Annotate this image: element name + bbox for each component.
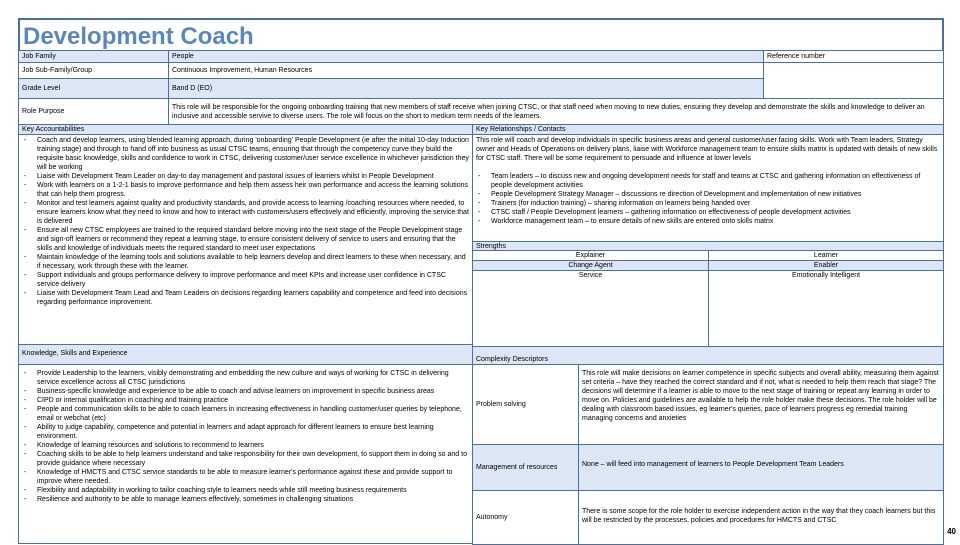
reference-number-label: Reference number [763, 50, 944, 63]
key-relationships-heading: Key Relationships / Contacts [472, 124, 944, 135]
autonomy-label: Autonomy [472, 490, 579, 545]
reference-number-value [763, 62, 944, 99]
accountability-item: - Coach and develop learners, using blended learning approach, during 'onboarding' People Development (ie after the initial 10-day Induction training stage) and through to hand off into business as usual CTSC teams, ensuring that through the competency curve they build the requisite basic knowledge, skills and confidence to work in CTSC, delivering customer/user service excellence in whichever jurisdiction they will be working [22, 136, 469, 172]
strength-enabler: Enabler [708, 260, 944, 271]
sub-family-label: Job Sub-Family/Group [18, 62, 169, 79]
accountability-item: - Support individuals and groups performance delivery to improve performance and meet KPIs and increase user confidence in CTSC service delivery [22, 271, 469, 289]
strengths-heading: Strengths [472, 241, 944, 251]
key-accountabilities-content [18, 134, 473, 345]
job-family-label: Job Family [18, 50, 169, 63]
relationship-item: - Team leaders – to discuss new and ongoing development needs for staff and teams at CTSC and gathering information on effectiveness of people development activities [476, 172, 940, 190]
sub-family-value: Continuous Improvement, Human Resources [168, 62, 764, 79]
role-purpose-value: This role will be responsible for the ongoing onboarding training that new members of staff receive when joining CTSC, or that staff need when moving to new duties, ensuring they develop and demonstrate the skills and knowledge to deliver an inclusive and accessible servive to diverse users. The role will focus on the short to medium term needs of the learners. [168, 98, 944, 125]
management-of-resources-text: None – will feed into management of learners to People Development Team Leaders [578, 444, 944, 491]
relationship-item: - Trainers (for induction training) – sharing information on learners being handed over [476, 199, 940, 208]
strength-change-agent: Change Agent [472, 260, 709, 271]
knowledge-item: - People and communication skills to be able to coach learners in increasing effectiveness in handling customer/user queries by telephone, email or webchat (etc) [22, 405, 469, 423]
page-number: 40 [947, 527, 956, 536]
accountability-item: - Work with learners on a 1-2-1 basis to improve performance and help them assess heir own performance and access the learning solutions that can help them progress. [22, 181, 469, 199]
knowledge-item: - Coaching skills to be able to help learners understand and take responsibility for their own development, to support them in doing so and to provide guidance where necessary [22, 450, 469, 468]
accountability-item: - Monitor and test learners against quality and productivity standards, and provide access to learning /coaching resources where needed, to ensure learners know what they need to know and how to interact with customers/users effectively and efficiently, improving the service that is delivered [22, 199, 469, 226]
knowledge-item: - CIPD or internal qualification in coaching and training practice [22, 396, 469, 405]
knowledge-heading: Knowledge, Skills and Experience [18, 344, 473, 365]
accountability-item: - Liaise with Development Team Lead and Team Leaders on decisions regarding learners capability and competence and feed into decisions regarding performance improvement. [22, 289, 469, 307]
relationship-item: - Workforce management team – to ensure details of new skills are entered onto skills matrix [476, 217, 940, 226]
strength-emotionally-intelligent: Emotionally Intelligent [708, 270, 944, 347]
key-relationships-intro: This role will coach and develop individuals in specific business areas and general customer/user facing skills. Work with Team leaders, Strategy owner and Heads of Operations on delivery plans, liaise with Workforce management team to ensure skills matrix is updated with details of new skills for CTSC staff. There will be some requirement to persuade and influence at lower levels [476, 137, 938, 162]
grade-label: Grade Level [18, 78, 169, 99]
knowledge-item: - Knowledge of learning resources and solutions to recommend to learners [22, 441, 469, 450]
accountability-item: - Ensure all new CTSC employees are trained to the required standard before moving into the next stage of the People Development stage and sign-off learners or recommend they repeat a learning stage, to ensure consistent delivery of service to users and ensuring that the skills and knowledge of individuals meets the required standard to meet user expectations [22, 226, 469, 253]
knowledge-item: - Ability to judge capability, competence and potential in learners and adapt approach for different learners to ensure best learning environment. [22, 423, 469, 441]
grade-value: Band D (EO) [168, 78, 764, 99]
job-family-value: People [168, 50, 764, 63]
knowledge-item: - Provide Leadership to the learners, visibly demonstrating and embedding the new culture and ways of working for CTSC in delivering service excellence across all CTSC jurisdictions [22, 369, 469, 387]
accountability-item: - Maintain knowledge of the learning tools and solutions available to help learners develop and direct learners to these when necessary, and if necessary, work through these with the learner. [22, 253, 469, 271]
knowledge-item: - Knowledge of HMCTS and CTSC service standards to be able to measure learner's performance against these and provide support to improve where needed. [22, 468, 469, 486]
key-relationships-content [472, 134, 944, 242]
accountability-item: - Liaise with Development Team Leader on day-to day management and pastoral issues of learners whilst in People Development [22, 172, 469, 181]
key-accountabilities-heading: Key Accountabilities [18, 124, 473, 135]
knowledge-item: - Business-specific knowledge and experience to be able to coach and advise learners on improvement in specific business areas [22, 387, 469, 396]
autonomy-text: There is some scope for the role holder to exercise independent action in the way that they coach learners but this will be restricted by the processes, policies and procedures for HMCTS and CTSC [578, 490, 944, 545]
knowledge-item: - Resilience and authority to be able to manage learners effectively, sometimes in challenging situations [22, 495, 469, 504]
role-purpose-label: Role Purpose [18, 98, 169, 125]
problem-solving-label: Problem solving [472, 364, 579, 445]
strength-explainer: Explainer [472, 250, 709, 261]
knowledge-content [18, 364, 473, 544]
complexity-heading: Complexity Descriptors [472, 346, 944, 365]
knowledge-item: - Flexibility and adaptability in working to tailor coaching style to learners needs while still meeting business requirements [22, 486, 469, 495]
page-title: Development Coach [18, 18, 944, 51]
strength-learner: Learner [708, 250, 944, 261]
relationship-item: - People Development Strategy Manager – discussions re direction of Development and implementation of new initiatives [476, 190, 940, 199]
management-of-resources-label: Management of resources [472, 444, 579, 491]
strength-service: Service [472, 270, 709, 347]
problem-solving-text: This role will make decisions on learner competence in specific subjects and overall ability, measuring them against set criteria – have they reached the correct standard and if not, what is needed to help them reach that stage? The decisions will determine if a learner is able to move to the next stage of training or repeat any learning in order to move on. Policies and guidelines are available to help the role holder make these decisions. The role holder will be dealing with classroom based issues, eg learner's queries, pace of learners progress eg remedial training managing concerns and anxieties [578, 364, 944, 445]
relationship-item: - CTSC staff / People Development learners – gathering information on effectiveness of people development activities [476, 208, 940, 217]
